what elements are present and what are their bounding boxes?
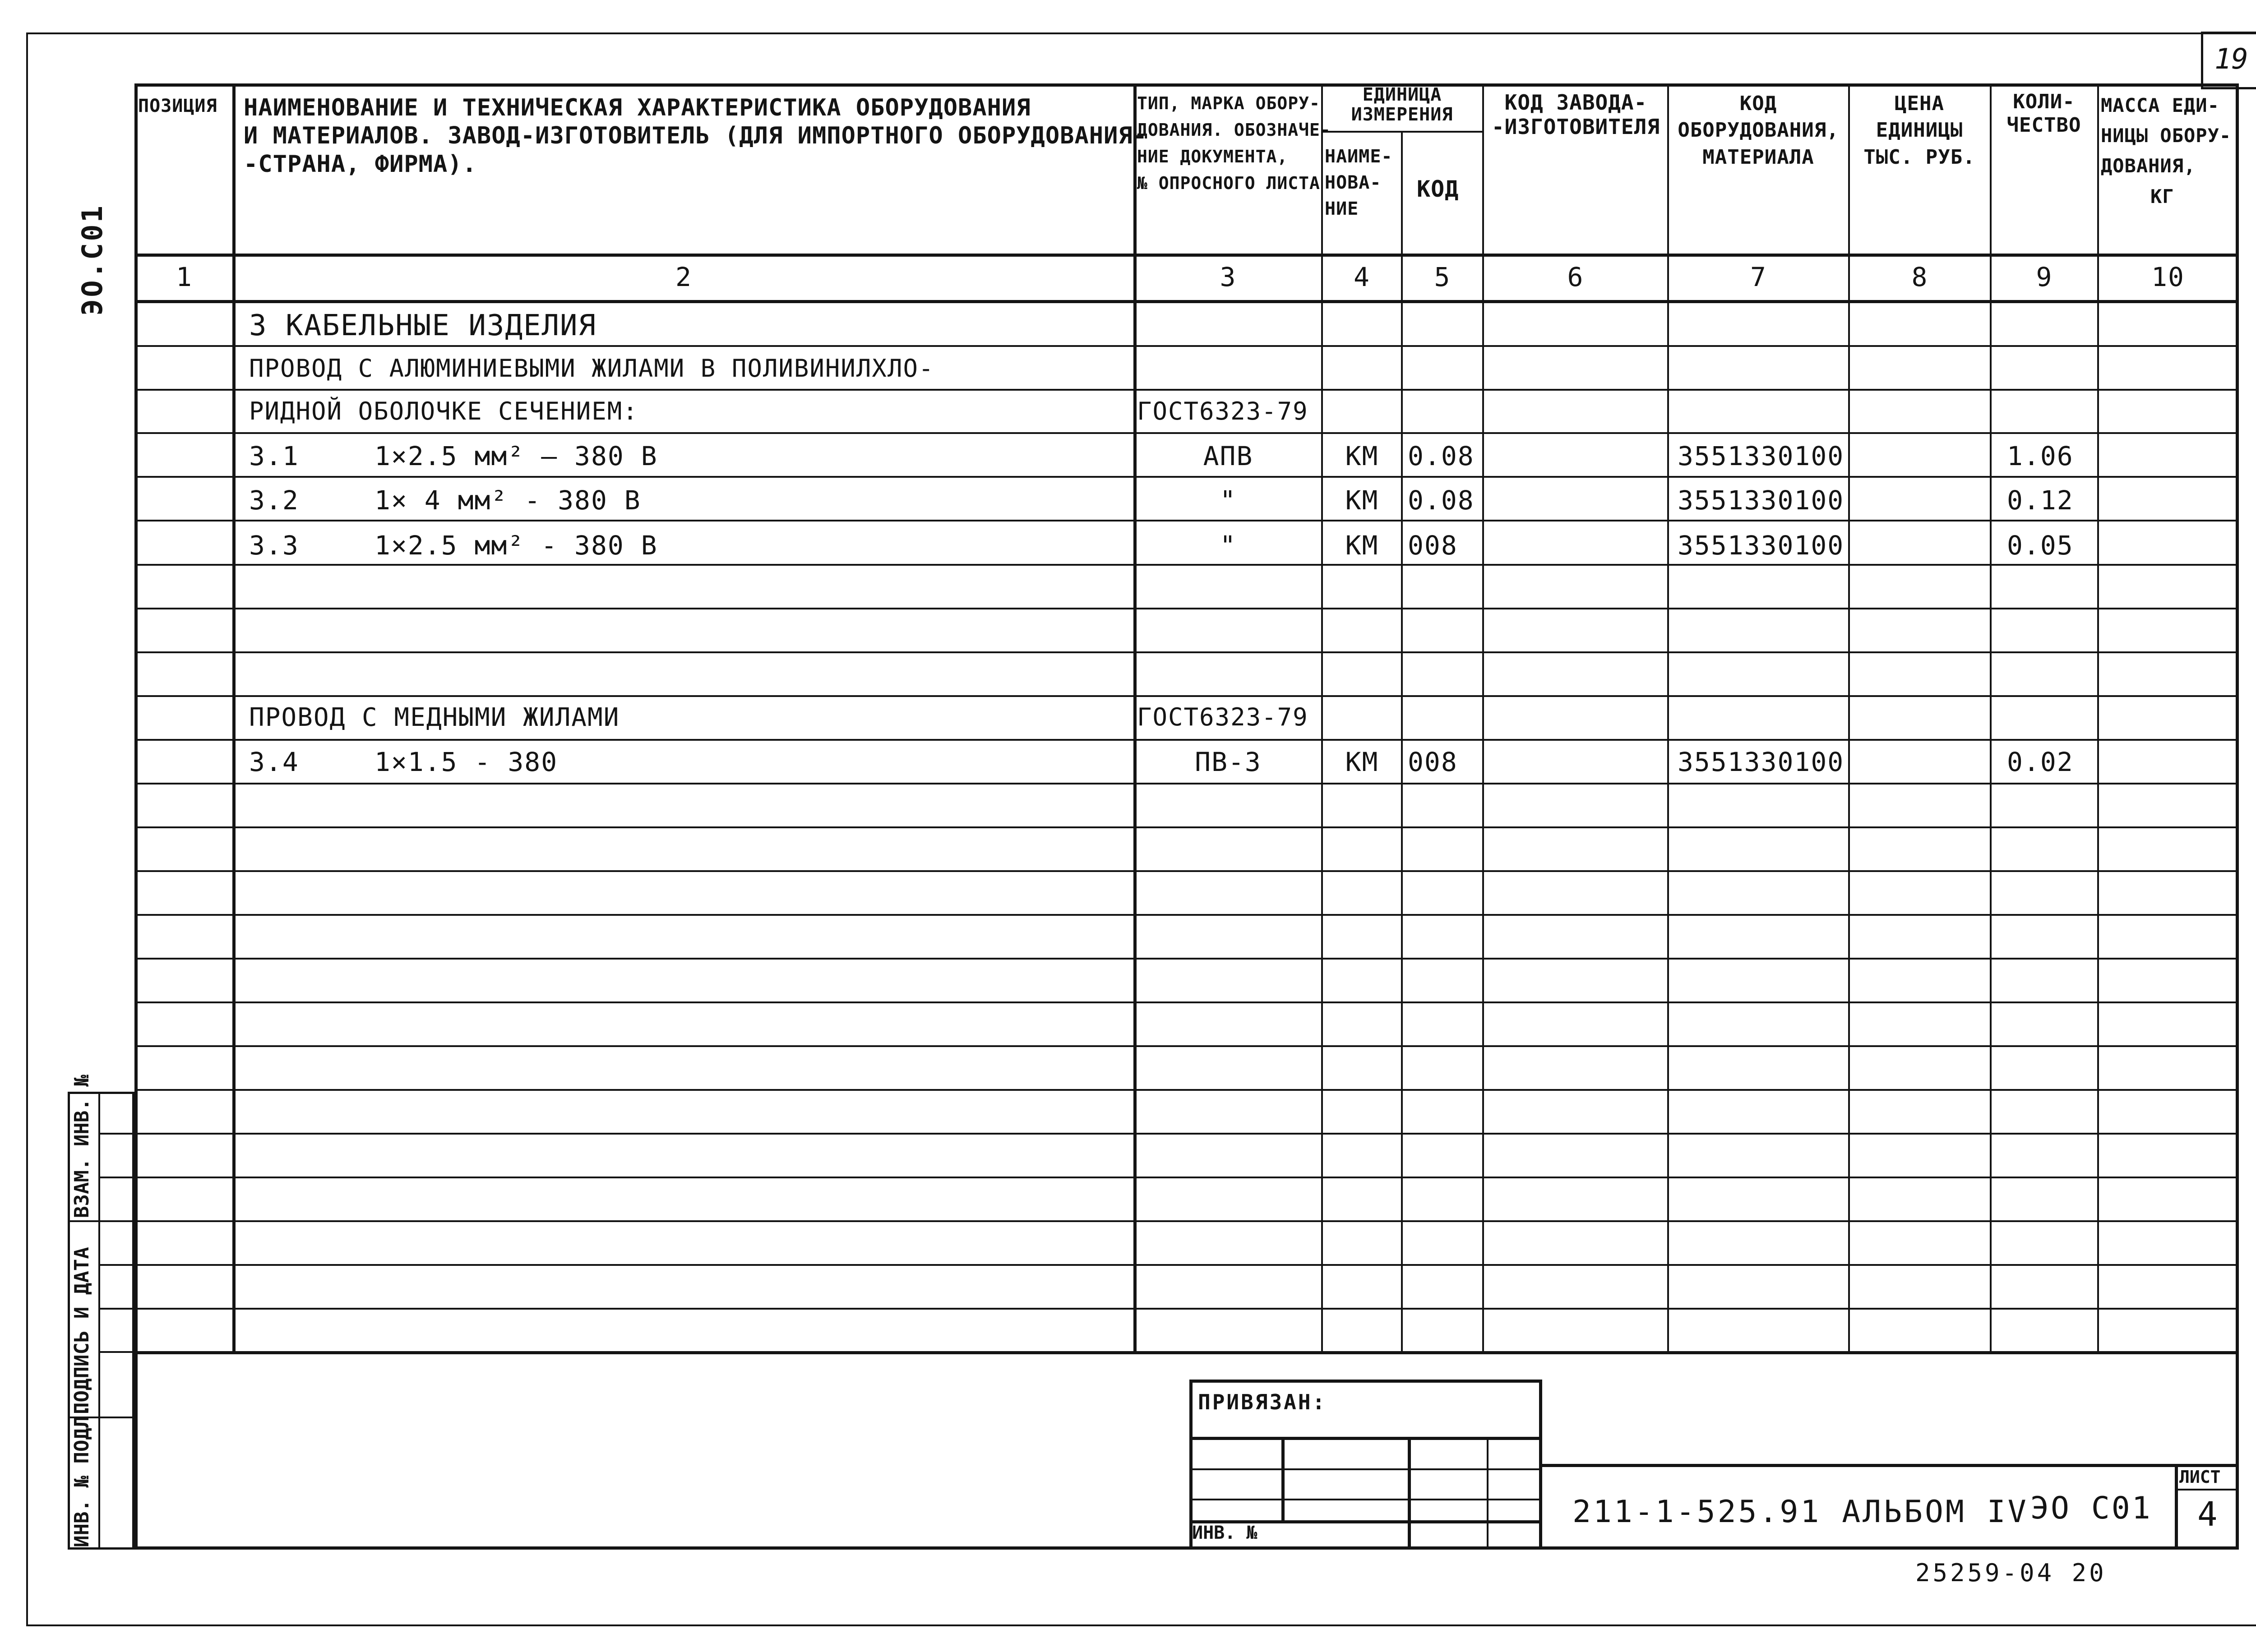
table-row-equip-code: 3551330100	[1678, 530, 1845, 561]
header-position: ПОЗИЦИЯ	[138, 96, 217, 116]
col-number-1: 1	[176, 262, 193, 292]
stamp-podpis-data: ПОДПИСЬ И ДАТА	[70, 1247, 93, 1414]
table-row-pos: 3.2	[249, 485, 299, 516]
header-price: ЦЕНА ЕДИНИЦЫ ТЫС. РУБ.	[1863, 92, 1975, 169]
table-row-equip-code: 3551330100	[1678, 747, 1845, 777]
table-row-type: "	[1220, 485, 1237, 516]
table-row-type: ПВ-3	[1195, 747, 1262, 777]
table-row-unit: КМ	[1345, 441, 1379, 471]
side-code: ЭО.С01	[76, 204, 109, 316]
table-row-unit: КМ	[1345, 530, 1379, 561]
table-row-name: РИДНОЙ ОБОЛОЧКЕ СЕЧЕНИЕМ:	[249, 397, 638, 425]
table-row-code: 0.08	[1408, 485, 1475, 516]
inv-no-label: ИНВ. №	[1192, 1523, 1257, 1543]
col-number-2: 2	[675, 262, 692, 292]
table-row-name: 1×2.5 мм² - 380 В	[374, 530, 658, 561]
table-row-qty: 0.05	[2007, 530, 2074, 561]
header-unit-code: КОД	[1417, 176, 1459, 202]
col-number-6: 6	[1567, 262, 1584, 292]
table-row-name: ПРОВОД С АЛЮМИНИЕВЫМИ ЖИЛАМИ В ПОЛИВИНИЛХЛО-	[249, 354, 934, 383]
table-row-name: 1× 4 мм² - 380 В	[374, 485, 641, 516]
header-factory-code: КОД ЗАВОДА- -ИЗГОТОВИТЕЛЯ	[1491, 90, 1660, 139]
table-row-code: 008	[1408, 747, 1458, 777]
header-equip-code: КОД ОБОРУДОВАНИЯ, МАТЕРИАЛА	[1678, 92, 1839, 169]
col-number-8: 8	[1911, 262, 1928, 292]
privyazan-label: ПРИВЯЗАН:	[1198, 1390, 1327, 1414]
col-number-7: 7	[1750, 262, 1767, 292]
table-row-unit: КМ	[1345, 485, 1379, 516]
table-row-pos: 3.3	[249, 530, 299, 561]
header-unit-group: ЕДИНИЦА ИЗМЕРЕНИЯ	[1351, 84, 1453, 125]
table-row-pos: 3.4	[249, 747, 299, 777]
table-row-qty: 0.02	[2007, 747, 2074, 777]
table-row-equip-code: 3551330100	[1678, 485, 1845, 516]
table-row-type: АПВ	[1203, 441, 1253, 471]
header-mass: МАССА ЕДИ- НИЦЫ ОБОРУ- ДОВАНИЯ, КГ	[2101, 94, 2232, 208]
stamp-inv-podl: ИНВ. № ПОДЛ.	[70, 1404, 93, 1547]
table-row-qty: 0.12	[2007, 485, 2074, 516]
header-quantity: КОЛИ- ЧЕСТВО	[2006, 90, 2081, 137]
table-row-type: ГОСТ6323-79	[1137, 703, 1308, 731]
stamp-vzam-inv: ВЗАМ. ИНВ. №	[70, 1075, 93, 1218]
table-row-unit: КМ	[1345, 747, 1379, 777]
col-number-5: 5	[1434, 262, 1451, 292]
table-row-code: 0.08	[1408, 441, 1475, 471]
col-number-9: 9	[2036, 262, 2053, 292]
table-row-equip-code: 3551330100	[1678, 441, 1845, 471]
table-row-name: 3 КАБЕЛЬНЫЕ ИЗДЕЛИЯ	[249, 309, 597, 342]
col-number-4: 4	[1354, 262, 1370, 292]
table-row-pos: 3.1	[249, 441, 299, 471]
table-row-code: 008	[1408, 530, 1458, 561]
sheet-label: ЛИСТ	[2179, 1467, 2221, 1487]
sheet-number: 4	[2197, 1495, 2218, 1534]
col-number-3: 3	[1220, 262, 1237, 292]
corner-number: 19	[2214, 42, 2248, 75]
doc-code: ЭО С01	[2030, 1490, 2152, 1526]
table-row-name: 1×1.5 - 380	[374, 747, 558, 777]
main-table-frame	[134, 83, 2239, 1550]
table-row-type: "	[1220, 530, 1237, 561]
table-row-type: ГОСТ6323-79	[1137, 397, 1308, 425]
designation: 211-1-525.91 АЛЬБОМ IV	[1572, 1494, 2029, 1530]
header-unit-name: НАИМЕ- НОВА- НИЕ	[1325, 146, 1393, 219]
col-number-10: 10	[2151, 262, 2185, 292]
table-row-name: ПРОВОД С МЕДНЫМИ ЖИЛАМИ	[249, 703, 620, 732]
table-row-qty: 1.06	[2007, 441, 2074, 471]
bottom-code: 25259-04 20	[1915, 1559, 2107, 1587]
header-name: НАИМЕНОВАНИЕ И ТЕХНИЧЕСКАЯ ХАРАКТЕРИСТИКА ОБОРУДОВАНИЯ И МАТЕРИАЛОВ. ЗАВОД-ИЗГОТОВИТЕЛЬ (ДЛЯ ИМПОРТНОГО ОБОРУДОВАНИЯ- -СТРАНА, ФИРМА).	[244, 94, 1148, 178]
table-row-name: 1×2.5 мм² – 380 В	[374, 441, 658, 471]
header-type: ТИП, МАРКА ОБОРУ- ДОВАНИЯ. ОБОЗНАЧЕ- НИЕ ДОКУМЕНТА, № ОПРОСНОГО ЛИСТА	[1137, 93, 1331, 193]
